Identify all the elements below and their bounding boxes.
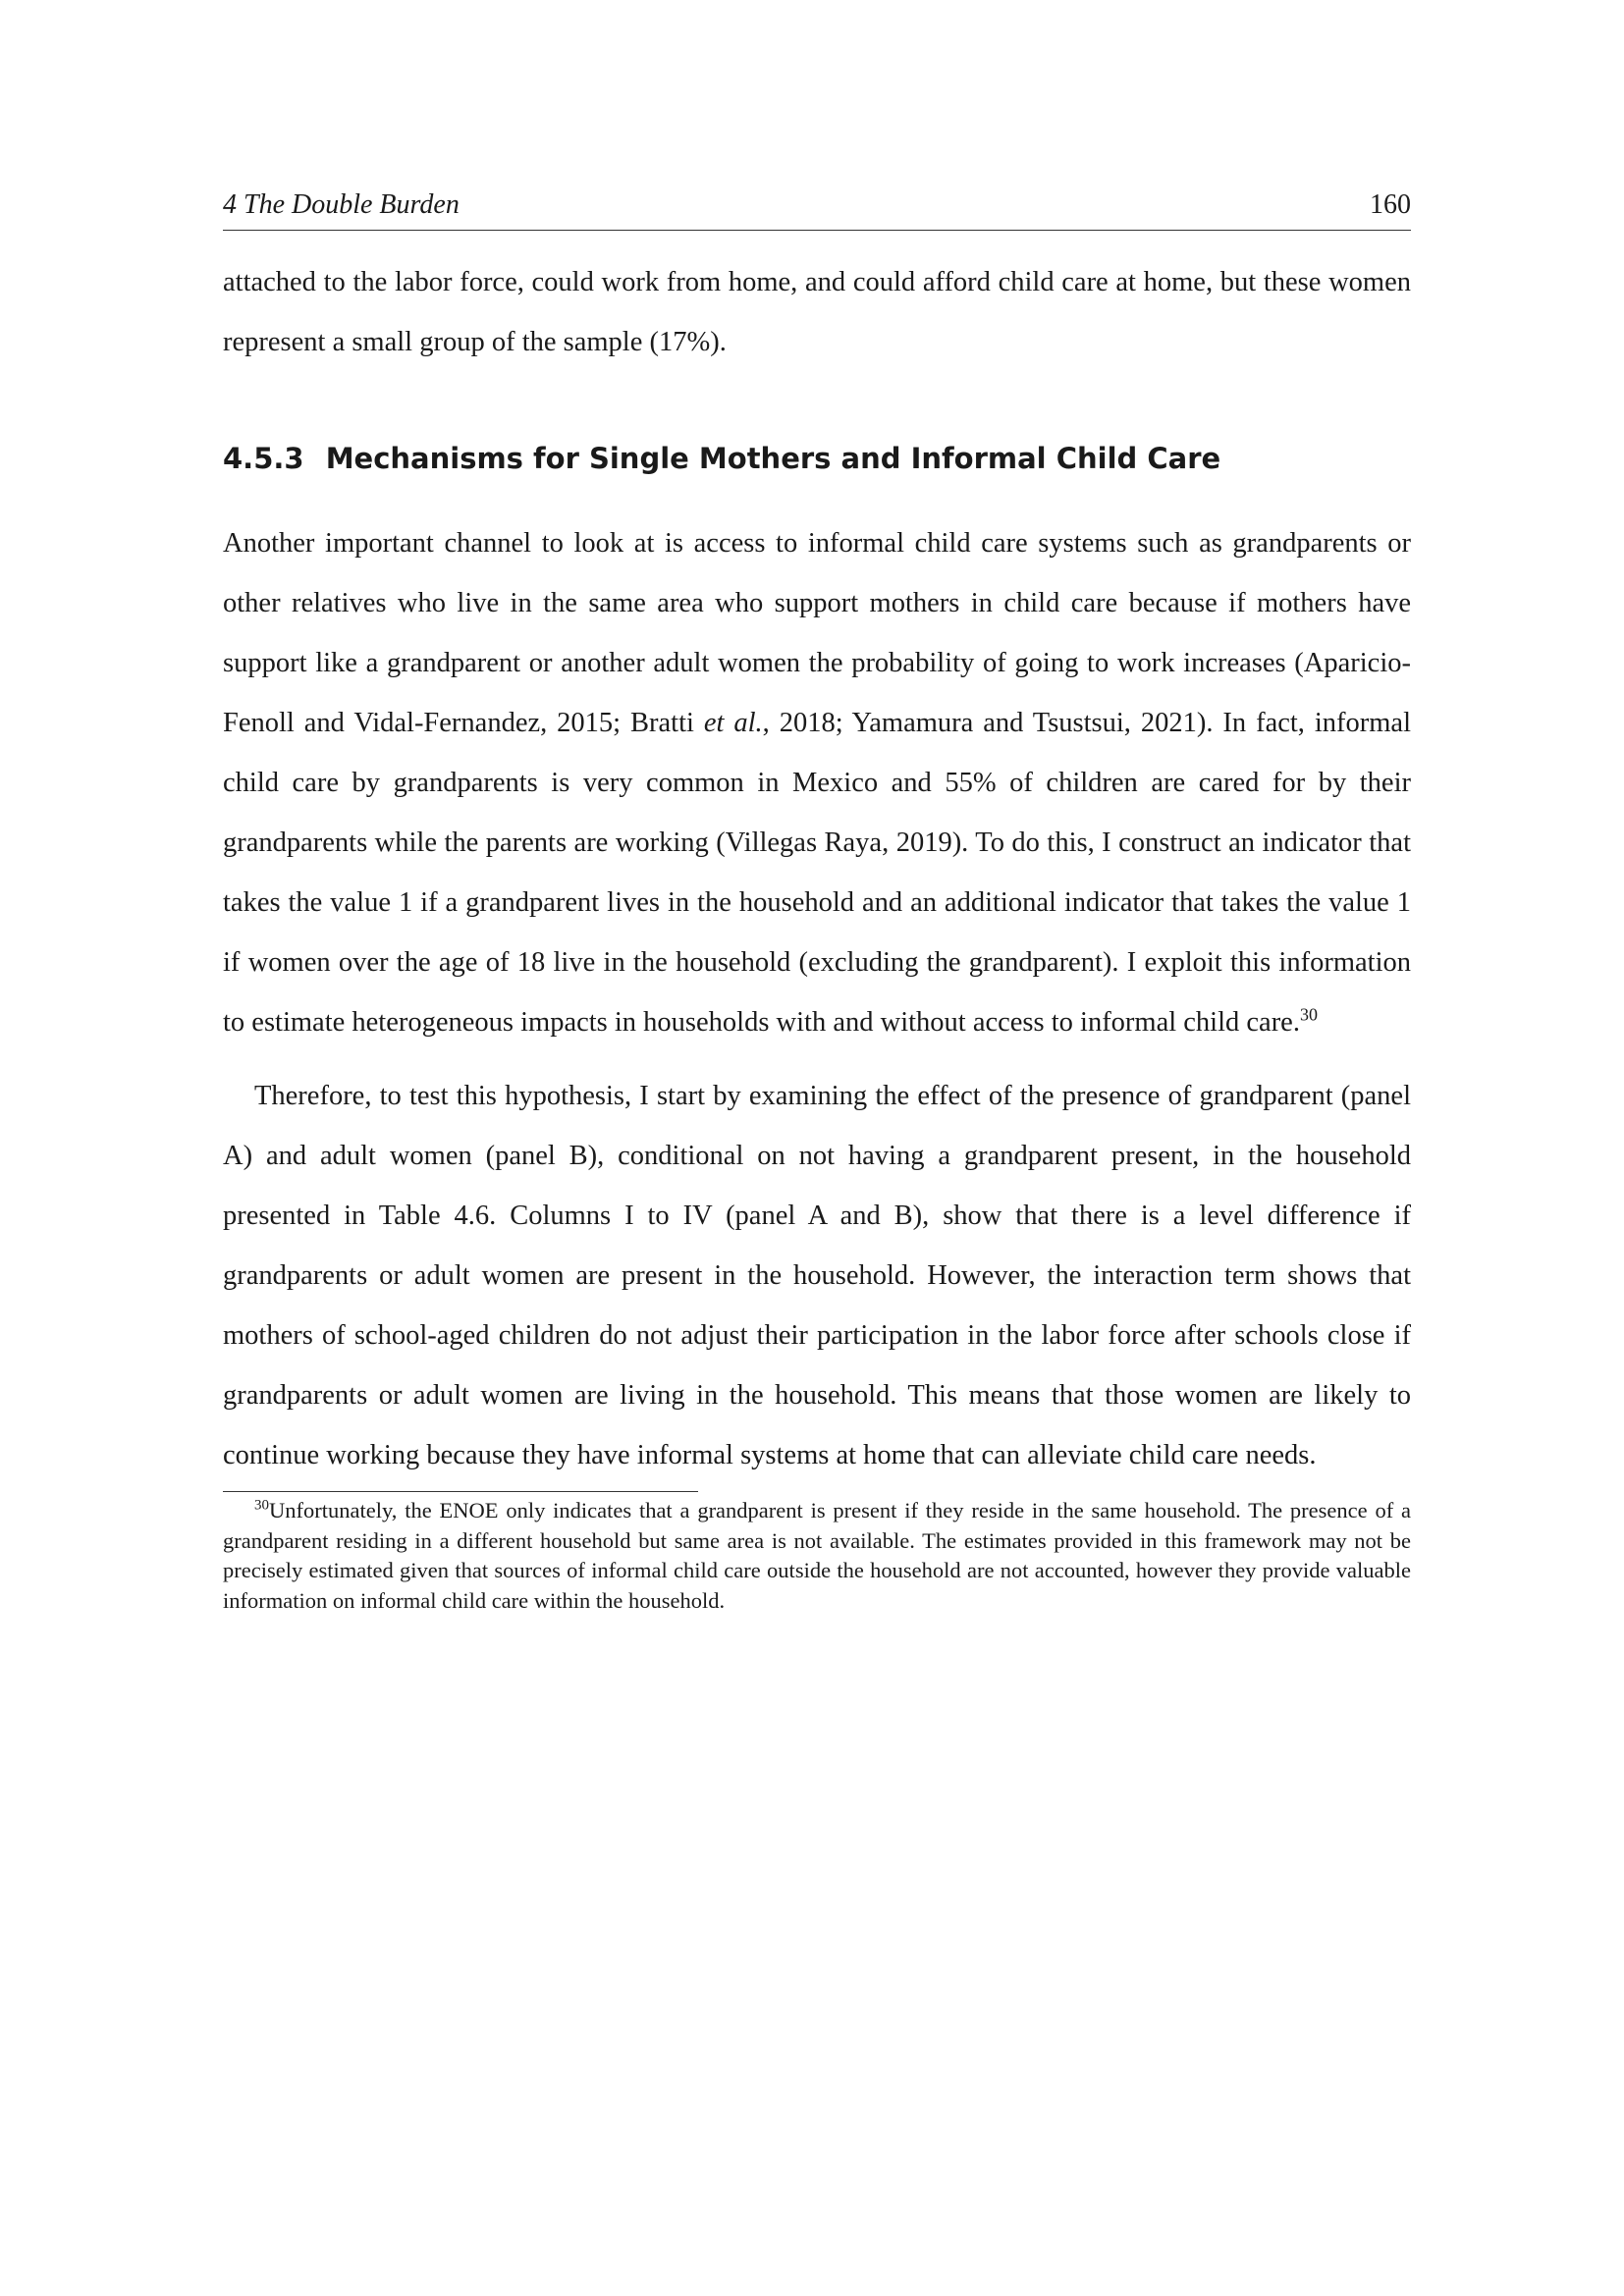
footnote xyxy=(223,1496,1411,1616)
section-number: 4.5.3 xyxy=(223,442,304,475)
section-title: Mechanisms for Single Mothers and Informal Child Care xyxy=(325,442,1221,475)
paragraph-hypothesis: Therefore, to test this hypothesis, I start by examining the effect of the presence of grandparent (panel A) and adult women (panel B), conditional on not having a grandparent present, in the household presented in Table 4.6. Columns I to IV (panel A and B), show that there is a level difference if grandparents or adult women are present in the household. However, the interaction term shows that mothers of school-aged children do not adjust their participation in the labor force after schools close if grandparents or adult women are living in the household. This means that those women are likely to continue working because they have informal systems at home that can alleviate child care needs. xyxy=(223,1081,1411,1470)
footnote-text: Unfortunately, the ENOE only indicates that a grandparent is present if they reside in the same household. The presence of a grandparent residing in a different household but same area is not available. The estimates provided in this framework may not be precisely estimated given that sources of informal child care outside the household are not accounted, however they provide valuable information on informal child care within the household. xyxy=(223,1498,1411,1613)
footnote-divider xyxy=(223,1491,698,1492)
page-number: 160 xyxy=(1370,189,1411,220)
footnote-reference[interactable]: 30 xyxy=(1299,1004,1318,1025)
paragraph-text: , 2018; Yamamura and Tsustsui, 2021). In fact, informal child care by grandparents is very common in Mexico and 55% of children are cared for by their grandparents while the parents are working (Villegas Raya, 2019). To do this, I construct an indicator that takes the value 1 if a grandparent lives in the household and an additional indicator that takes the value 1 if women over the age of 18 live in the household (excluding the grandparent). I exploit this information to estimate heterogeneous impacts in households with and without access to informal child care. xyxy=(223,708,1411,1038)
running-header xyxy=(223,187,1411,231)
chapter-title: 4 The Double Burden xyxy=(223,189,460,220)
section-heading xyxy=(223,439,1411,478)
paragraph-continued: attached to the labor force, could work from home, and could afford child care at home, but these women represent a small group of the sample (17%). xyxy=(223,267,1411,357)
paragraph-text: Another important channel to look at is access to informal child care systems such as grandparents or other relatives who live in the same area who support mothers in child care because if mothers have support like a grandparent or another adult women the probability of going to work increases (Aparicio-Fenoll and Vidal-Fernandez, 2015; Bratti xyxy=(223,528,1411,738)
footnote-mark: 30 xyxy=(254,1497,269,1514)
paragraph-informal-care xyxy=(223,513,1411,1052)
page xyxy=(223,187,1411,1616)
et-al: et al. xyxy=(703,708,763,738)
